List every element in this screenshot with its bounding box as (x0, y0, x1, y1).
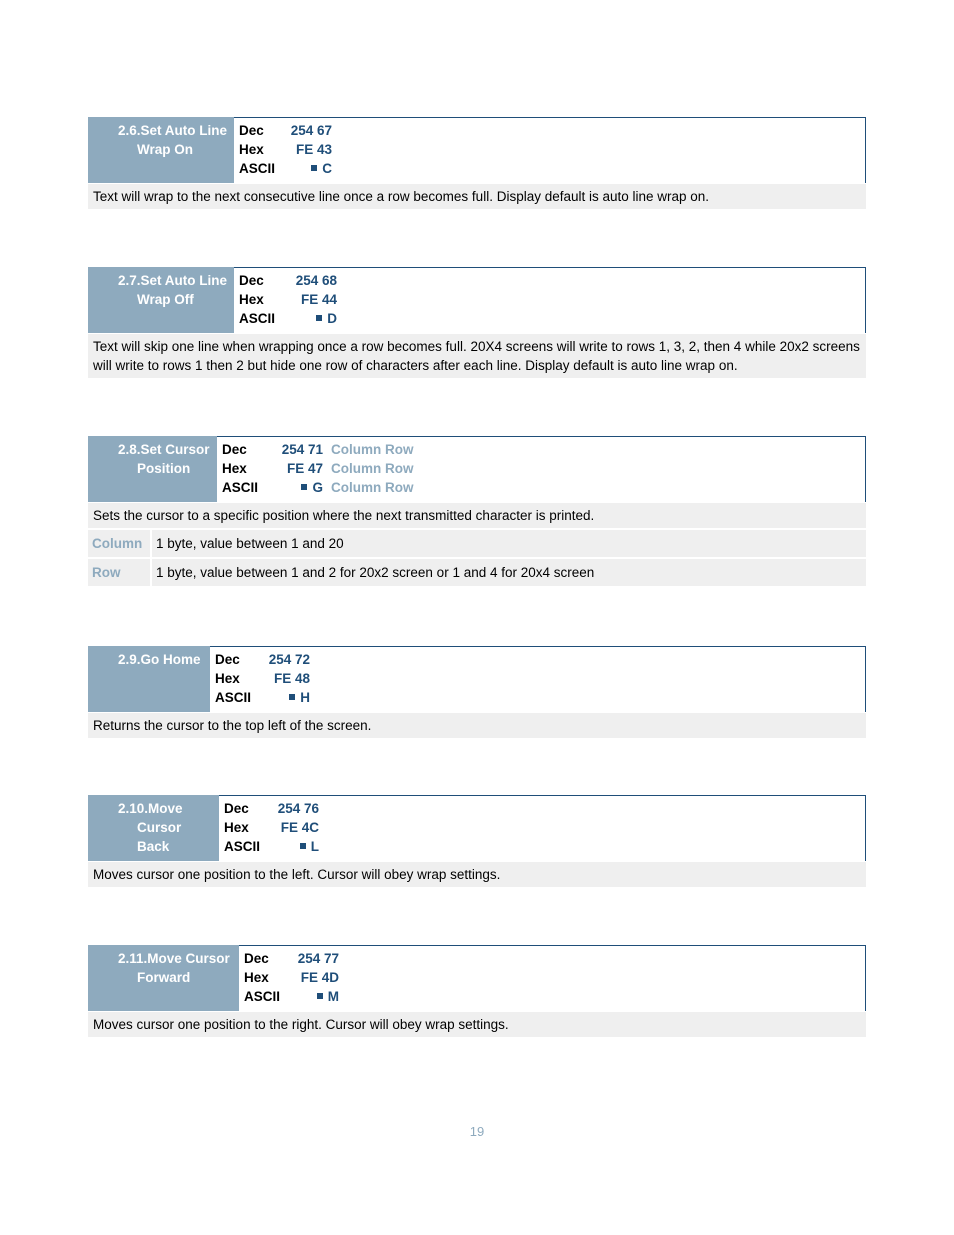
square-glyph-icon (317, 993, 323, 999)
hex-label: Hex (222, 461, 247, 476)
command-codes (210, 646, 866, 712)
ascii-value-wrap (274, 837, 319, 856)
ascii-value-wrap (272, 478, 323, 497)
parameter-table (88, 530, 866, 586)
dec-value: 254 72 (268, 652, 310, 667)
command-title (88, 945, 239, 1011)
dec-value: 254 67 (290, 123, 332, 138)
square-glyph-icon (311, 165, 317, 171)
ascii-value-wrap (265, 688, 310, 707)
ascii-label: ASCII (239, 311, 276, 326)
command-section-2-7 (88, 267, 866, 378)
dec-value: 254 77 (297, 951, 339, 966)
square-glyph-icon (289, 694, 295, 700)
dec-label: Dec (215, 652, 240, 667)
parameter-desc: 1 byte, value between 1 and 2 for 20x2 screen or 1 and 4 for 20x4 screen (156, 565, 595, 580)
ascii-value: D (327, 311, 337, 326)
page-number: 19 (469, 1124, 485, 1139)
command-codes (239, 945, 866, 1011)
title-line-1: 2.10.Move (118, 801, 183, 816)
command-description: Returns the cursor to the top left of the screen. (88, 713, 866, 738)
hex-value: FE 4D (300, 970, 339, 985)
command-codes (217, 436, 866, 502)
command-title (88, 646, 210, 712)
square-glyph-icon (300, 843, 306, 849)
parameter-name: Row (88, 559, 152, 586)
command-section-2-6 (88, 117, 866, 209)
command-codes (234, 117, 866, 183)
command-description: Moves cursor one position to the left. Cursor will obey wrap settings. (88, 862, 866, 887)
ascii-value-wrap (289, 309, 337, 328)
command-description: Moves cursor one position to the right. Cursor will obey wrap settings. (88, 1012, 866, 1037)
hex-value: FE 47 (286, 461, 323, 476)
parameter-names: Column Row (331, 461, 414, 476)
command-description: Text will skip one line when wrapping once a row becomes full. 20X4 screens will write to rows 1, 3, 2, then 4 while 20x2 screens will write to rows 1 then 2 but hide one row of characters after each line. Display default is auto line wrap on. (88, 334, 866, 378)
command-title (88, 436, 217, 502)
hex-label: Hex (215, 671, 240, 686)
title-line-1: 2.11.Move Cursor (118, 951, 230, 966)
command-description: Text will wrap to the next consecutive line once a row becomes full. Display default is auto line wrap on. (88, 184, 866, 209)
command-section-2-11 (88, 945, 866, 1037)
dec-label: Dec (244, 951, 269, 966)
title-line-1: 2.6.Set Auto Line (118, 123, 228, 138)
ascii-value: M (327, 989, 339, 1004)
hex-label: Hex (224, 820, 249, 835)
hex-value: FE 4C (280, 820, 319, 835)
ascii-value: L (310, 839, 319, 854)
ascii-value-wrap (289, 159, 332, 178)
hex-label: Hex (244, 970, 269, 985)
ascii-value-wrap (294, 987, 339, 1006)
ascii-value: G (312, 480, 323, 495)
title-line-2: Cursor Back (137, 820, 182, 854)
parameter-names: Column Row (331, 480, 414, 495)
hex-label: Hex (239, 292, 264, 307)
command-title (88, 795, 219, 861)
command-header (88, 945, 866, 1011)
command-section-2-10 (88, 795, 866, 887)
dec-label: Dec (222, 442, 247, 457)
title-line-2: Forward (137, 970, 191, 985)
title-line-1: 2.9.Go Home (118, 652, 201, 667)
command-header (88, 646, 866, 712)
title-line-2: Wrap Off (137, 292, 194, 307)
title-line-2: Wrap On (137, 142, 194, 157)
dec-value: 254 71 (281, 442, 323, 457)
parameter-desc: 1 byte, value between 1 and 20 (156, 536, 344, 551)
hex-label: Hex (239, 142, 264, 157)
dec-label: Dec (239, 123, 264, 138)
title-line-2: Position (137, 461, 191, 476)
command-codes (219, 795, 866, 861)
command-description: Sets the cursor to a specific position where the next transmitted character is printed. (88, 503, 866, 528)
hex-value: FE 44 (300, 292, 337, 307)
command-title (88, 267, 234, 333)
title-line-1: 2.7.Set Auto Line (118, 273, 228, 288)
command-title (88, 117, 234, 183)
parameter-name: Column (88, 530, 152, 557)
command-header (88, 436, 866, 502)
ascii-label: ASCII (222, 480, 259, 495)
dec-value: 254 76 (277, 801, 319, 816)
ascii-label: ASCII (224, 839, 261, 854)
command-header (88, 117, 866, 183)
command-codes (234, 267, 866, 333)
ascii-label: ASCII (239, 161, 276, 176)
hex-value: FE 43 (295, 142, 332, 157)
dec-label: Dec (224, 801, 249, 816)
square-glyph-icon (316, 315, 322, 321)
parameter-names: Column Row (331, 442, 414, 457)
ascii-label: ASCII (215, 690, 252, 705)
parameter-row (88, 559, 866, 586)
dec-label: Dec (239, 273, 264, 288)
dec-value: 254 68 (295, 273, 337, 288)
hex-value: FE 48 (273, 671, 310, 686)
title-line-1: 2.8.Set Cursor (118, 442, 210, 457)
ascii-label: ASCII (244, 989, 281, 1004)
command-header (88, 795, 866, 861)
ascii-value: H (300, 690, 310, 705)
command-header (88, 267, 866, 333)
command-section-2-9 (88, 646, 866, 738)
parameter-row (88, 530, 866, 557)
square-glyph-icon (301, 484, 307, 490)
ascii-value: C (322, 161, 332, 176)
command-section-2-8 (88, 436, 866, 586)
